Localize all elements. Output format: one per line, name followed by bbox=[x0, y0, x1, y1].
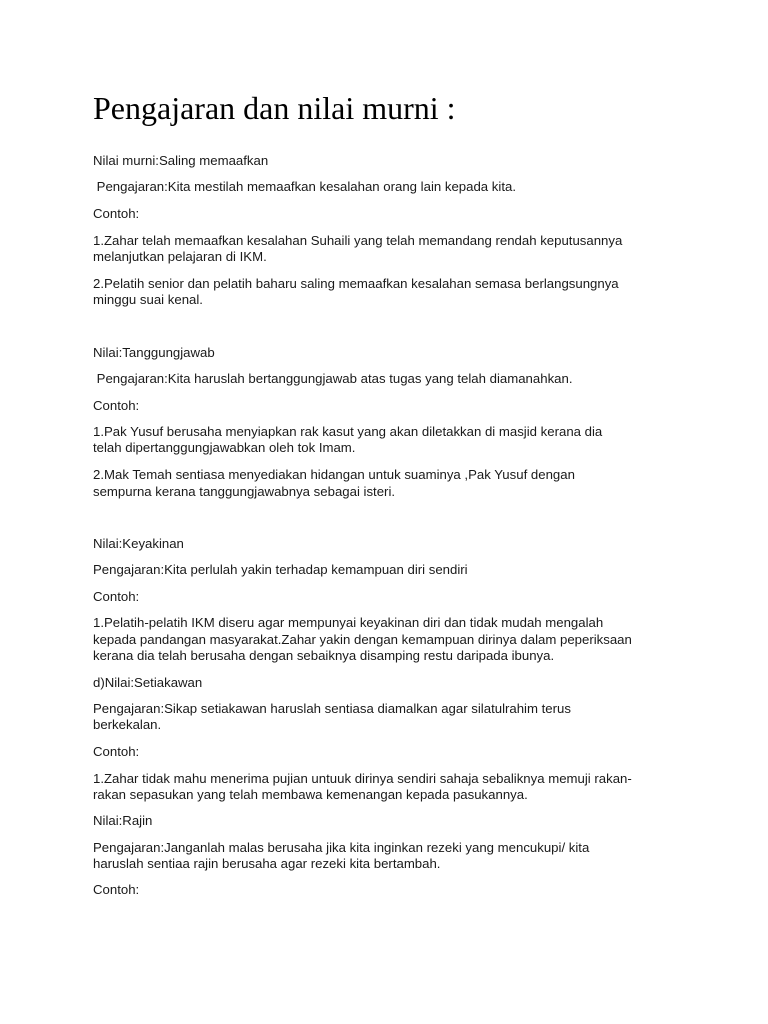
page-title: Pengajaran dan nilai murni : bbox=[93, 90, 456, 126]
example-line: 1.Zahar tidak mahu menerima pujian untuuk dirinya sendiri sahaja sebaliknya memuji rakan- bbox=[93, 771, 632, 786]
example-line: telah dipertanggungjawabkan oleh tok Imam. bbox=[93, 440, 356, 455]
example-line: 1.Pak Yusuf berusaha menyiapkan rak kasut yang akan diletakkan di masjid kerana dia bbox=[93, 424, 603, 439]
example-line: kerana dia telah berusaha dengan sebaiknya disamping restu daripada ibunya. bbox=[93, 648, 555, 663]
example-line: 1.Zahar telah memaafkan kesalahan Suhaili yang telah memandang rendah keputusannya bbox=[93, 233, 623, 248]
nilai-heading: Nilai:Tanggungjawab bbox=[93, 345, 215, 360]
example-line: 2.Mak Temah sentiasa menyediakan hidangan untuk suaminya ,Pak Yusuf dengan bbox=[93, 467, 575, 482]
contoh-label: Contoh: bbox=[93, 589, 140, 604]
contoh-label: Contoh: bbox=[93, 398, 140, 413]
pengajaran-text: Pengajaran:Janganlah malas berusaha jika kita inginkan rezeki yang mencukupi/ kita bbox=[93, 840, 590, 855]
nilai-heading: Nilai:Keyakinan bbox=[93, 536, 184, 551]
nilai-heading: Nilai murni:Saling memaafkan bbox=[93, 153, 269, 168]
pengajaran-text: haruslah sentiaa rajin berusaha agar rezeki kita bertambah. bbox=[93, 856, 441, 871]
example-line: sempurna kerana tanggungjawabnya sebagai isteri. bbox=[93, 484, 396, 499]
example-line: melanjutkan pelajaran di IKM. bbox=[93, 249, 267, 264]
nilai-heading: d)Nilai:Setiakawan bbox=[93, 675, 203, 690]
pengajaran-text: Pengajaran:Kita mestilah memaafkan kesalahan orang lain kepada kita. bbox=[93, 179, 516, 194]
example-line: rakan sepasukan yang telah membawa kemenangan kepada pasukannya. bbox=[93, 787, 528, 802]
pengajaran-text: Pengajaran:Sikap setiakawan haruslah sentiasa diamalkan agar silatulrahim terus bbox=[93, 701, 571, 716]
example-line: kepada pandangan masyarakat.Zahar yakin dengan kemampuan dirinya dalam peperiksaan bbox=[93, 632, 632, 647]
nilai-heading: Nilai:Rajin bbox=[93, 813, 153, 828]
pengajaran-text: berkekalan. bbox=[93, 717, 162, 732]
pengajaran-text: Pengajaran:Kita perlulah yakin terhadap kemampuan diri sendiri bbox=[93, 562, 468, 577]
contoh-label: Contoh: bbox=[93, 882, 140, 897]
example-line: 2.Pelatih senior dan pelatih baharu saling memaafkan kesalahan semasa berlangsungnya bbox=[93, 276, 619, 291]
example-line: 1.Pelatih-pelatih IKM diseru agar mempunyai keyakinan diri dan tidak mudah mengalah bbox=[93, 615, 604, 630]
contoh-label: Contoh: bbox=[93, 744, 140, 759]
example-line: minggu suai kenal. bbox=[93, 292, 203, 307]
pengajaran-text: Pengajaran:Kita haruslah bertanggungjawab atas tugas yang telah diamanahkan. bbox=[93, 371, 573, 386]
contoh-label: Contoh: bbox=[93, 206, 140, 221]
